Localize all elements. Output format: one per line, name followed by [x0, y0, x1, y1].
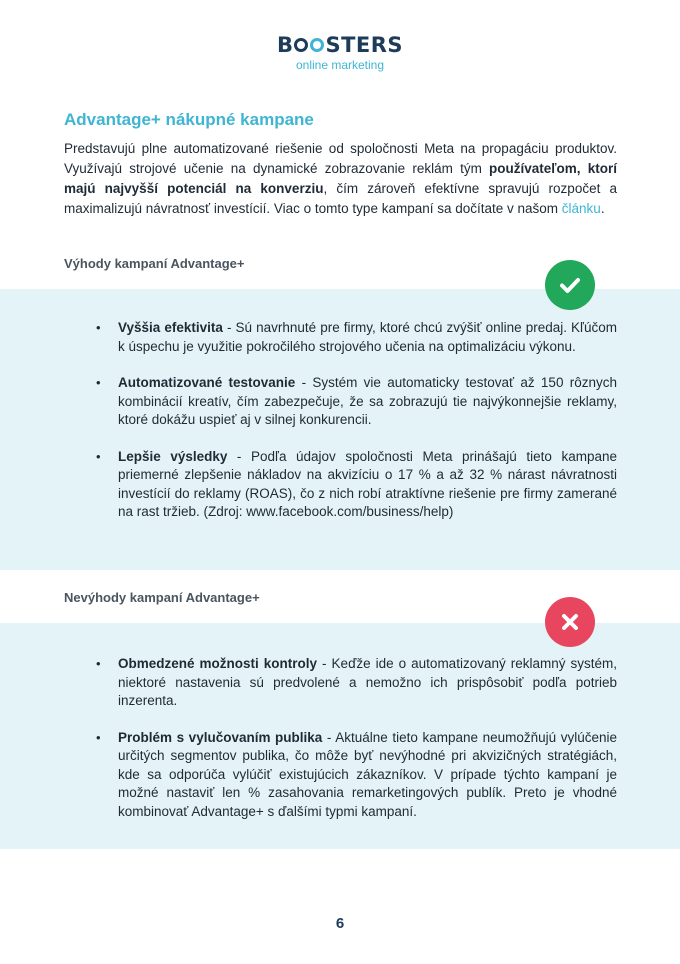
check-icon	[557, 272, 583, 298]
item-text: - Podľa údajov spoločnosti Meta prinášajú tieto kampane priemerné zlepšenie nákladov na akvizíciu o 17 % a až 32 % nárast návratnosti investícií do reklamy (ROAS), čo z nich robí atraktívne riešenie pre firmy zamerané na rast tržieb. (Zdroj: www.facebook.com/business/help)	[118, 448, 617, 519]
item-lead: Vyššia efektivita	[118, 320, 223, 335]
disadvantages-badge	[545, 597, 595, 647]
intro-text: Predstavujú plne automatizované riešenie od spoločnosti Meta na propagáciu produktov. Využívajú strojové učenie na dynamické zobrazovanie reklám tým	[64, 141, 617, 176]
logo-ring-icon	[294, 38, 308, 52]
close-icon	[558, 610, 582, 634]
intro-text: .	[600, 201, 605, 216]
list-item	[0, 319, 617, 356]
list-item	[0, 655, 617, 711]
list-item	[0, 448, 617, 522]
item-text: - Sú navrhnuté pre firmy, ktoré chcú zvýšiť online predaj. Kľúčom k úspechu je využitie pokročilého strojového učenia na optimalizáciu výkonu.	[118, 320, 617, 354]
list-item	[0, 729, 617, 822]
logo-letters: STERS	[325, 33, 404, 57]
item-lead: Lepšie výsledky	[118, 448, 228, 464]
item-lead: Obmedzené možnosti kontroly	[118, 656, 318, 671]
intro-paragraph	[64, 139, 617, 219]
list-item	[0, 374, 617, 430]
section-title: Advantage+ nákupné kampane	[64, 110, 314, 129]
intro-emphasis: používateľom, ktorí majú najvyšší potenciál na konverziu	[64, 161, 617, 196]
disadvantages-heading: Nevýhody kampaní Advantage+	[64, 590, 260, 605]
logo-ring-icon	[310, 38, 324, 52]
advantages-badge	[545, 260, 595, 310]
advantages-list	[0, 319, 617, 540]
item-text: - Systém vie automaticky testovať až 150 rôznych kombinácií kreatív, čím zabezpečuje, že sa zobrazujú tie najvýkonnejšie reklamy, ktoré dokážu uspieť aj v silnej konkurencii.	[118, 375, 618, 427]
item-text: - Keďže ide o automatizovaný reklamný systém, niektoré nastavenia sú predvolené a nemožno ich prispôsobiť podľa potrieb inzerenta.	[118, 656, 617, 708]
logo-letter: B	[276, 33, 294, 57]
advantages-heading: Výhody kampaní Advantage+	[64, 256, 245, 271]
intro-text: , čím zároveň efektívne spravujú rozpočet a maximalizujú návratnosť investícií. Viac o tomto type kampaní sa dočítate v našom	[64, 181, 617, 216]
item-lead: Problém s vylučovaním publika	[118, 729, 323, 745]
disadvantages-list	[0, 655, 617, 839]
logo-wordmark	[277, 33, 403, 57]
article-link[interactable]: článku	[561, 201, 601, 216]
logo-tagline: online marketing	[295, 58, 385, 72]
page-number: 6	[335, 915, 345, 932]
item-text: - Aktuálne tieto kampane neumožňujú vylúčenie určitých segmentov publika, čo môže byť nevýhodné pri akvizičných stratégiách, kde sa odporúča vylúčiť existujúcich zákazníkov. V prípade týchto kampaní je možné nastaviť len % zasahovania remarketingových publík. Preto je vhodné kombinovať Advantage+ s ďalšími typmi kampaní.	[118, 729, 617, 819]
item-lead: Automatizované testovanie	[118, 375, 296, 390]
brand-logo	[0, 33, 680, 72]
